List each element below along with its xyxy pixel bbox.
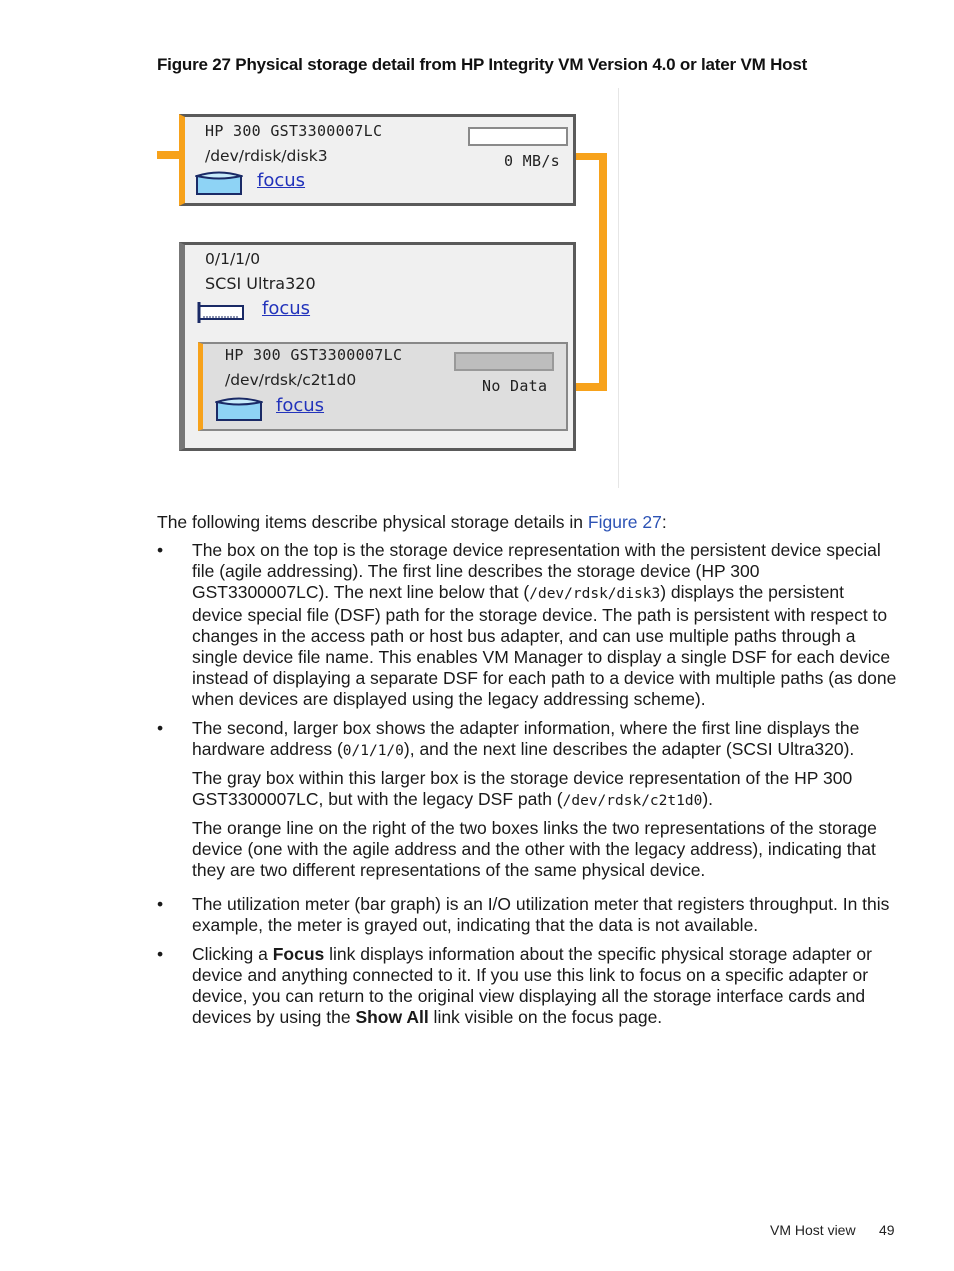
focus-term: Focus bbox=[272, 944, 325, 964]
bullet-continuation: The orange line on the right of the two boxes links the two representations of the storage device (one with the agile address and the other with the legacy address), indicating that they are two different representations of the same physical device. bbox=[192, 818, 877, 880]
legacy-device-box bbox=[198, 342, 568, 431]
inline-code: 0/1/1/0 bbox=[342, 743, 404, 759]
device-path: /dev/rdsk/c2t1d0 bbox=[225, 371, 357, 389]
page-number: 49 bbox=[879, 1222, 895, 1238]
figure-reference-link[interactable]: Figure 27 bbox=[587, 512, 662, 532]
bullet: • bbox=[157, 540, 164, 560]
figure-divider bbox=[618, 88, 619, 488]
adapter-card-icon bbox=[196, 300, 246, 324]
storage-figure bbox=[150, 88, 630, 488]
adapter-name: SCSI Ultra320 bbox=[205, 274, 316, 293]
bullet-text: The utilization meter (bar graph) is an I/O utilization meter that registers throughput. In this example, the meter is grayed out, indicating that the data is not available. bbox=[192, 894, 890, 935]
device-name: HP 300 GST3300007LC bbox=[225, 346, 403, 364]
list-item bbox=[157, 540, 899, 710]
intro-paragraph bbox=[157, 512, 899, 533]
bullet-text: The second, larger box shows the adapter information, where the first line displays the hardware address (0/1/1/0), and the next line describes the adapter (SCSI Ultra320). bbox=[192, 718, 860, 759]
intro-text: The following items describe physical storage details in bbox=[157, 512, 588, 532]
list-item bbox=[157, 718, 899, 881]
adapter-box bbox=[179, 242, 576, 451]
description-list bbox=[157, 540, 899, 1028]
inline-code: /dev/rdsk/c2t1d0 bbox=[562, 793, 703, 809]
bullet-text: Clicking a Focus link displays information about the specific physical storage adapter or device and anything connected to it. If you use this link to focus on a specific adapter or device, you can return to the original view displaying all the storage interface cards and devices by using the Show All link visible on the focus page. bbox=[192, 944, 872, 1027]
device-name: HP 300 GST3300007LC bbox=[205, 122, 383, 140]
bullet-continuation: The gray box within this larger box is the storage device representation of the HP 300 GST3300007LC, but with the legacy DSF path (/dev/rdsk/c2t1d0). bbox=[192, 768, 853, 809]
disk-icon bbox=[195, 170, 243, 197]
bullet: • bbox=[157, 944, 164, 964]
figure-caption: Figure 27 Physical storage detail from HP Integrity VM Version 4.0 or later VM Host bbox=[157, 55, 808, 74]
intro-colon: : bbox=[661, 512, 667, 532]
focus-link[interactable]: focus bbox=[276, 395, 325, 416]
link-line-vertical bbox=[599, 153, 607, 391]
focus-link[interactable]: focus bbox=[257, 170, 306, 191]
status-no-data: No Data bbox=[482, 377, 548, 395]
bullet: • bbox=[157, 894, 164, 914]
bullet-text: The box on the top is the storage device representation with the persistent device special file (agile addressing). The first line describes the storage device (HP 300 GST3300007LC). The next line below that (/dev/rdsk/disk3) displays the persistent device special file (DSF) path for the storage device. The path is persistent with respect to changes in the access path or host bus adapter, and can use multiple paths through a single device file name. This enables VM Manager to display a single DSF for each device instead of displaying a separate DSF for each path to a device with multiple paths (as done when devices are displayed using the legacy addressing scheme). bbox=[192, 540, 897, 709]
show-all-term: Show All bbox=[355, 1007, 429, 1027]
device-path: /dev/rdisk/disk3 bbox=[205, 147, 328, 165]
footer-section: VM Host view bbox=[770, 1222, 856, 1238]
utilization-meter bbox=[454, 352, 554, 371]
inline-code: /dev/rdsk/disk3 bbox=[529, 586, 661, 602]
list-item bbox=[157, 894, 899, 936]
focus-link[interactable]: focus bbox=[262, 298, 311, 319]
disk-icon bbox=[215, 396, 263, 423]
list-item bbox=[157, 944, 899, 1028]
bullet: • bbox=[157, 718, 164, 738]
hardware-address: 0/1/1/0 bbox=[205, 250, 261, 268]
utilization-meter bbox=[468, 127, 568, 146]
agile-device-box bbox=[179, 114, 576, 206]
throughput-rate: 0 MB/s bbox=[504, 152, 560, 170]
